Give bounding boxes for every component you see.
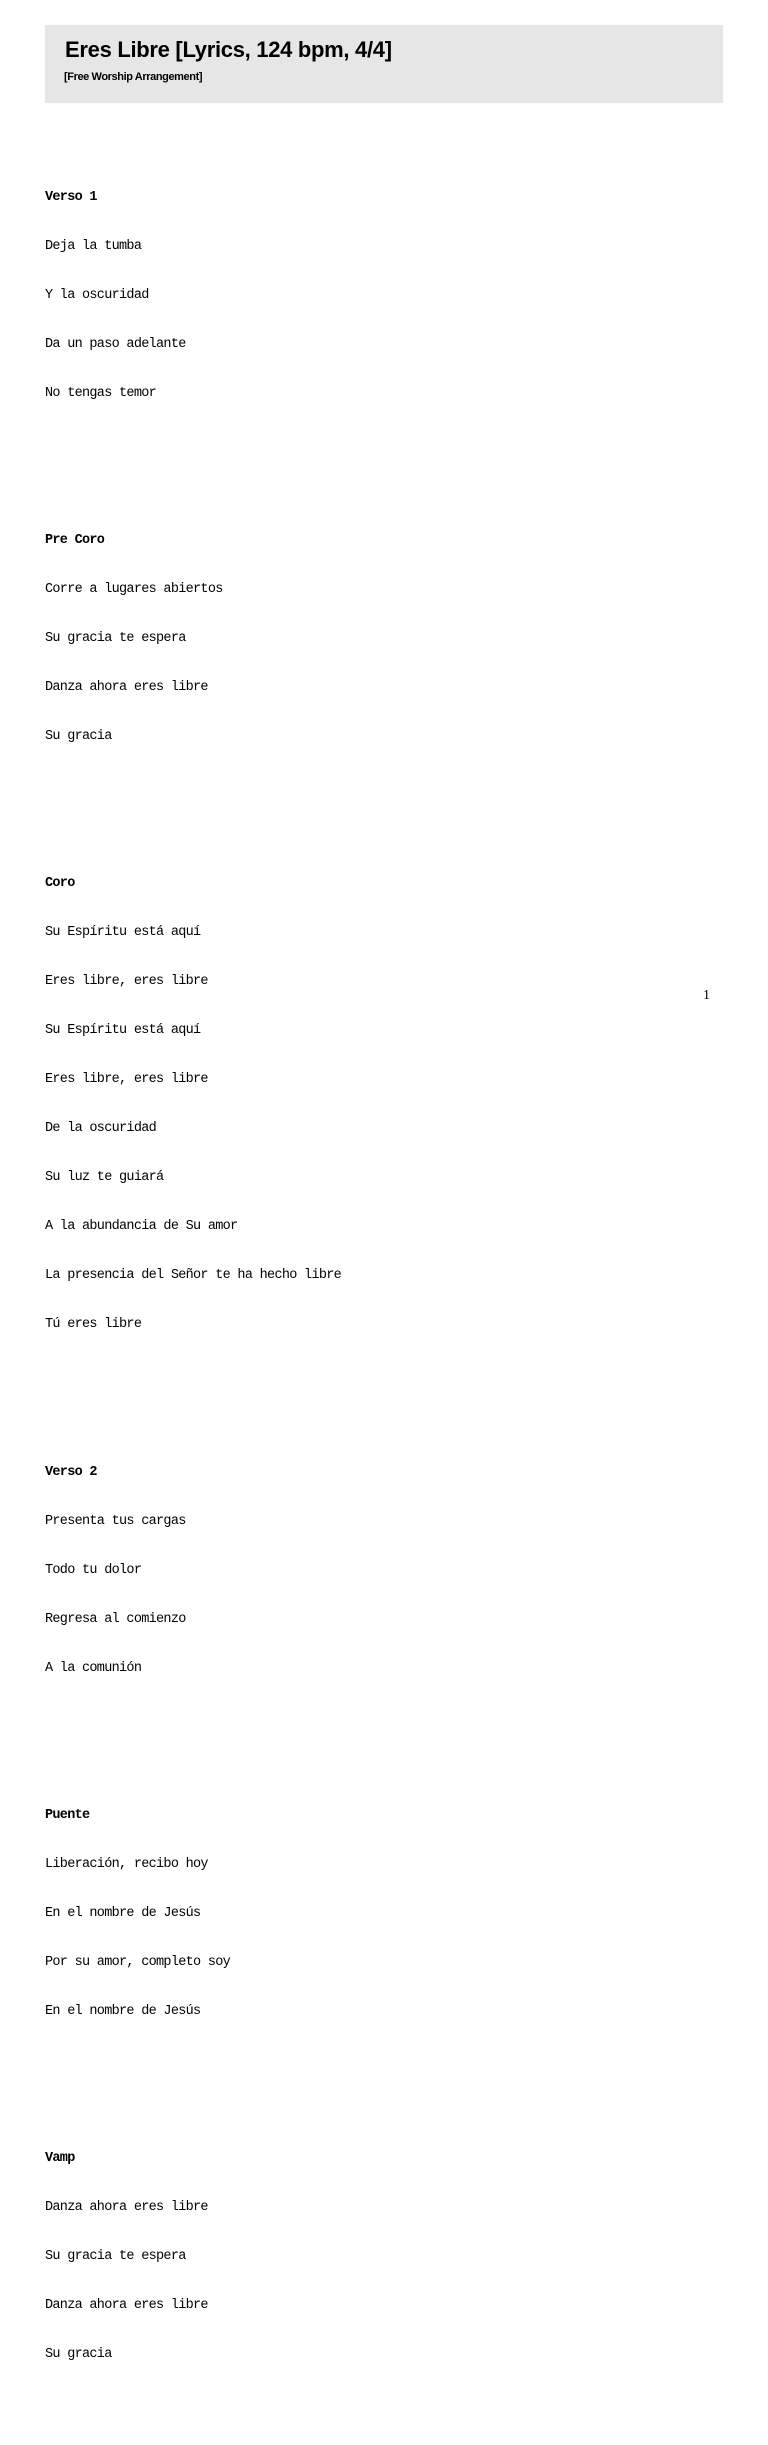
lyric-line: Por su amor, completo soy [45,1954,231,1970]
lyric-line: En el nombre de Jesús [45,1905,201,1921]
lyric-line: Su Espíritu está aquí [45,925,201,941]
lyric-line: Su gracia te espera [45,2249,186,2265]
section-label: Verso 2 [45,1464,97,1480]
lyric-line: De la oscuridad [45,1121,157,1137]
lyric-line: En el nombre de Jesús [45,2003,201,2019]
section-label: Vamp [45,2150,75,2166]
section-coro [45,843,725,1366]
lyric-line: Danza ahora eres libre [45,2200,208,2215]
lyric-line: Regresa al comienzo [45,1611,186,1627]
lyric-line: Su gracia [45,729,112,745]
lyric-line: Danza ahora eres libre [45,2298,208,2314]
lyric-line: Da un paso adelante [45,336,186,352]
lyric-line: A la comunión [45,1660,142,1676]
lyric-line: Eres libre, eres libre [45,974,208,990]
lyric-line: Su Espíritu está aquí [45,1023,201,1039]
title-header [45,25,723,103]
lyric-line: Y la oscuridad [45,287,149,303]
lyric-line: Corre a lugares abiertos [45,581,223,597]
lyric-line: Liberación, recibo hoy [45,1856,208,1872]
lyric-line: Su gracia [45,2347,112,2363]
lyric-line: Eres libre, eres libre [45,1072,208,1088]
section-verso-1 [45,157,725,435]
lyric-line: Deja la tumba [45,238,142,254]
section-vamp [45,2118,725,2396]
section-verso-2 [45,1432,725,1710]
page-number: 1 [703,988,710,1003]
section-puente [45,1775,725,2053]
arrangement-subtitle: [Free Worship Arrangement] [64,71,203,83]
lyric-line: Tú eres libre [45,1317,142,1333]
lyric-line: Su luz te guiará [45,1170,164,1186]
section-label: Verso 1 [45,189,97,205]
lyrics-body [45,108,725,2445]
lyric-line: Presenta tus cargas [45,1513,186,1529]
lyric-line: A la abundancia de Su amor [45,1219,238,1235]
page-title: Eres Libre [Lyrics, 124 bpm, 4/4] [65,37,392,62]
lyric-line: No tengas temor [45,385,157,401]
lyric-line: Danza ahora eres libre [45,680,208,696]
lyric-line: Su gracia te espera [45,631,186,646]
lyric-line: Todo tu dolor [45,1562,142,1578]
section-label: Pre Coro [45,532,105,548]
lyric-line: La presencia del Señor te ha hecho libre [45,1268,342,1284]
section-label: Coro [45,876,75,892]
section-pre-coro [45,500,725,778]
section-label: Puente [45,1807,90,1823]
